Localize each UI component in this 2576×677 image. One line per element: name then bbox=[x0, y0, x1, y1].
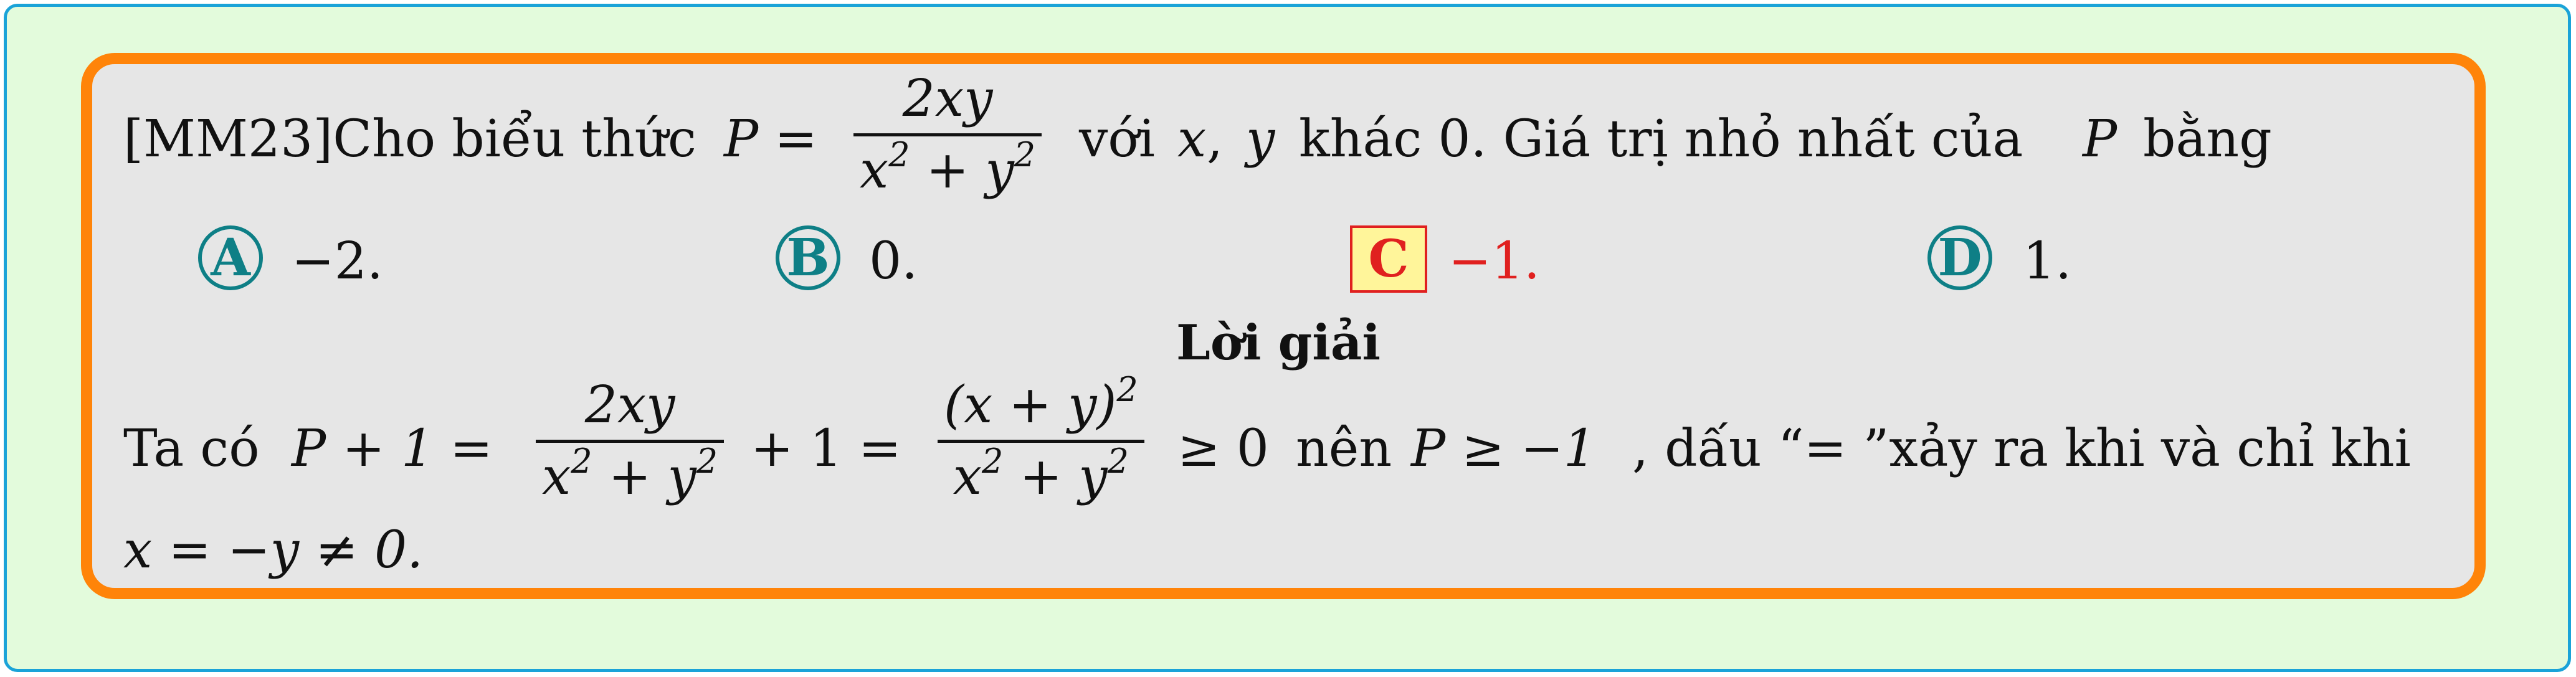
choice-d-text: 1. bbox=[2023, 232, 2072, 291]
question-lhs: P = bbox=[724, 110, 817, 169]
solution-nen: nên bbox=[1296, 419, 1392, 478]
solution-frac1-num: 2xy bbox=[584, 376, 675, 435]
solution-line-2: x = −y ≠ 0. bbox=[123, 521, 424, 580]
solution-frac2-num: $(x + y)^2$ bbox=[944, 370, 1138, 435]
question-var-x: x bbox=[1177, 110, 1207, 169]
question-suffix-3: bằng bbox=[2143, 110, 2272, 169]
question-frac-num: 2xy bbox=[902, 69, 993, 128]
solution-plus-one: + 1 = bbox=[751, 419, 901, 478]
question-comma: , bbox=[1207, 110, 1224, 169]
question-suffix-2: khác 0. Giá trị nhỏ nhất của bbox=[1299, 110, 2023, 169]
solution-heading: Lời giải bbox=[1176, 315, 1381, 371]
question-frac-den: $x^2 + y^2$ bbox=[860, 135, 1036, 200]
question-fraction bbox=[853, 69, 1042, 200]
solution-fraction-2 bbox=[938, 370, 1144, 506]
choice-b-marker[interactable]: B bbox=[776, 225, 840, 290]
solution-fraction-1 bbox=[536, 376, 724, 506]
question-var-y: y bbox=[1246, 110, 1275, 169]
choice-a-marker[interactable]: A bbox=[198, 225, 263, 290]
question-prefix: [MM23]Cho biểu thức bbox=[123, 110, 696, 169]
choice-c-text: −1. bbox=[1448, 232, 1540, 291]
solution-p-ineq: P ≥ −1 bbox=[1411, 419, 1596, 478]
choice-a-text: −2. bbox=[292, 232, 383, 291]
solution-frac2-den: $x^2 + y^2$ bbox=[953, 442, 1129, 506]
solution-prefix: Ta có bbox=[123, 419, 260, 478]
solution-lhs: P + 1 = bbox=[292, 419, 493, 478]
solution-frac1-den: $x^2 + y^2$ bbox=[542, 442, 718, 506]
question-suffix-1: với bbox=[1079, 110, 1155, 169]
choice-c-marker-correct[interactable]: C bbox=[1350, 225, 1427, 293]
question-var-p: P bbox=[2083, 110, 2117, 169]
solution-ineq: ≥ 0 bbox=[1177, 419, 1269, 478]
choice-d-marker[interactable]: D bbox=[1927, 225, 1992, 290]
choice-b-text: 0. bbox=[869, 232, 918, 291]
solution-tail: , dấu “= ”xảy ra khi và chỉ khi bbox=[1632, 419, 2411, 478]
